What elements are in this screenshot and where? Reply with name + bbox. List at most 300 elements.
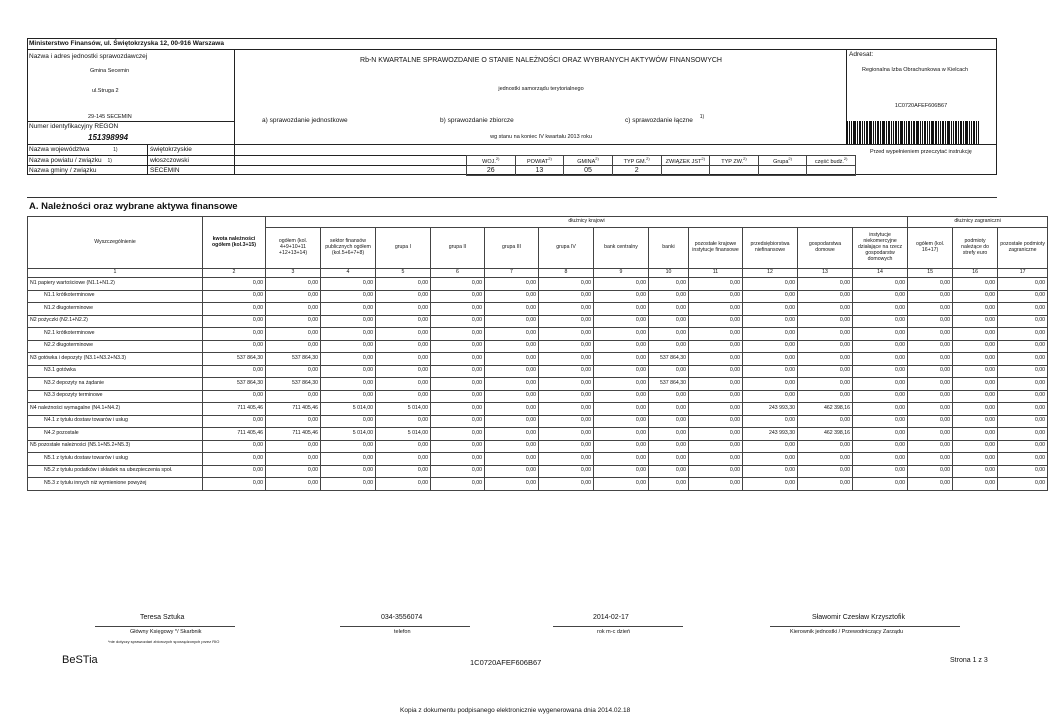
cell-value: 0,00 <box>594 453 649 466</box>
cell-value: 0,00 <box>853 365 908 378</box>
cell-value: 0,00 <box>266 478 321 491</box>
cell-value: 0,00 <box>431 315 485 328</box>
cell-value: 0,00 <box>689 278 743 291</box>
cell-value: 0,00 <box>203 328 266 341</box>
cell-value: 0,00 <box>376 465 431 478</box>
cell-value: 0,00 <box>321 415 376 428</box>
cell-value: 0,00 <box>321 365 376 378</box>
cell-value: 0,00 <box>743 340 798 353</box>
cell-value: 0,00 <box>594 290 649 303</box>
cell-value: 0,00 <box>908 453 953 466</box>
date-line <box>553 626 683 627</box>
cell-value: 0,00 <box>485 478 539 491</box>
names-label-separator <box>147 144 148 175</box>
date-value: 2014-02-17 <box>593 614 629 621</box>
cell-value: 0,00 <box>376 478 431 491</box>
cell-value: 0,00 <box>689 378 743 391</box>
cell-value: 0,00 <box>798 378 853 391</box>
cell-value: 0,00 <box>539 390 594 403</box>
cell-value: 0,00 <box>689 303 743 316</box>
cell-value: 0,00 <box>853 353 908 366</box>
cell-value: 0,00 <box>953 403 998 416</box>
cell-value: 0,00 <box>798 290 853 303</box>
table-row <box>28 378 1048 391</box>
voivodeship-value: świętokrzyskie <box>150 146 192 153</box>
cell-value: 0,00 <box>266 453 321 466</box>
cell-value: 0,00 <box>953 428 998 441</box>
row-label: N2 pożyczki (N2.1+N2.2) <box>28 315 203 328</box>
code-label-text-0: WOJ. <box>482 158 496 165</box>
code-value-3: 2 <box>612 166 661 176</box>
table-row <box>28 403 1048 416</box>
cell-value: 0,00 <box>908 378 953 391</box>
codes-value-row <box>467 166 856 176</box>
col-index-7: 7 <box>485 269 539 278</box>
cell-value: 0,00 <box>853 440 908 453</box>
cell-value: 5 014,00 <box>376 403 431 416</box>
cell-value: 0,00 <box>594 390 649 403</box>
cell-value: 0,00 <box>953 303 998 316</box>
cell-value: 0,00 <box>953 340 998 353</box>
cell-value: 0,00 <box>539 328 594 341</box>
table-row <box>28 290 1048 303</box>
cell-value: 0,00 <box>908 340 953 353</box>
row-label: N4.2 pozostałe <box>28 428 203 441</box>
code-label-4 <box>661 156 710 166</box>
row-label: N3 gotówka i depozyty (N3.1+N3.2+N3.3) <box>28 353 203 366</box>
code-footnote-6: 2) <box>788 156 792 162</box>
cell-value: 0,00 <box>798 303 853 316</box>
cell-value: 0,00 <box>743 415 798 428</box>
cell-value: 0,00 <box>594 478 649 491</box>
cell-value: 0,00 <box>485 390 539 403</box>
cell-value: 0,00 <box>908 315 953 328</box>
code-value-4 <box>661 166 710 176</box>
code-label-text-6: Grupa <box>773 158 789 165</box>
cell-value: 0,00 <box>376 290 431 303</box>
cell-value: 0,00 <box>203 415 266 428</box>
cell-value: 0,00 <box>953 365 998 378</box>
cell-value: 0,00 <box>953 453 998 466</box>
cell-value: 0,00 <box>853 465 908 478</box>
code-footnote-0: 2) <box>495 156 500 162</box>
unit-type: jednostki samorządu terytorialnego <box>498 86 584 92</box>
cell-value: 0,00 <box>321 353 376 366</box>
option-laczne-text: c) sprawozdanie łączne <box>625 117 693 124</box>
cell-value: 537 864,30 <box>203 353 266 366</box>
cell-value: 0,00 <box>649 365 689 378</box>
cell-value: 0,00 <box>485 440 539 453</box>
regon-value: 151398994 <box>88 133 129 142</box>
ministry-bar: Ministerstwo Finansów, ul. Świętokrzyska 12, 00-916 Warszawa <box>27 38 997 50</box>
cell-value: 0,00 <box>798 440 853 453</box>
cell-value: 0,00 <box>853 303 908 316</box>
col-header-6: grupa II <box>431 228 485 269</box>
cell-value: 0,00 <box>798 415 853 428</box>
cell-value: 462 398,16 <box>798 428 853 441</box>
cell-value: 0,00 <box>798 465 853 478</box>
cell-value: 0,00 <box>649 453 689 466</box>
section-top-rule <box>27 197 997 198</box>
cell-value: 0,00 <box>853 378 908 391</box>
cell-value: 0,00 <box>908 353 953 366</box>
cell-value: 0,00 <box>321 465 376 478</box>
row-label: N1 papiery wartościowe (N1.1+N1.2) <box>28 278 203 291</box>
cell-value: 0,00 <box>485 278 539 291</box>
cell-value: 0,00 <box>203 365 266 378</box>
cell-value: 0,00 <box>539 465 594 478</box>
row-label: N3.2 depozyty na żądanie <box>28 378 203 391</box>
cell-value: 0,00 <box>203 465 266 478</box>
cell-value: 0,00 <box>431 340 485 353</box>
cell-value: 0,00 <box>321 290 376 303</box>
cell-value: 0,00 <box>594 340 649 353</box>
code-value-5 <box>710 166 759 176</box>
cell-value: 0,00 <box>689 340 743 353</box>
cell-value: 0,00 <box>908 465 953 478</box>
unit-name-label: Nazwa i adres jednostki sprawozdawczej <box>29 53 148 60</box>
cell-value: 0,00 <box>649 440 689 453</box>
col-index-16: 16 <box>953 269 998 278</box>
cell-value: 0,00 <box>743 453 798 466</box>
cell-value: 0,00 <box>594 365 649 378</box>
cell-value: 0,00 <box>266 365 321 378</box>
cell-value: 0,00 <box>953 465 998 478</box>
table-row <box>28 428 1048 441</box>
cell-value: 0,00 <box>485 415 539 428</box>
cell-value: 0,00 <box>431 290 485 303</box>
code-value-6 <box>758 166 807 176</box>
cell-value: 0,00 <box>203 453 266 466</box>
cell-value: 0,00 <box>953 478 998 491</box>
cell-value: 0,00 <box>594 315 649 328</box>
cell-value: 0,00 <box>431 365 485 378</box>
table-row <box>28 440 1048 453</box>
cell-value: 0,00 <box>266 340 321 353</box>
cell-value: 0,00 <box>431 415 485 428</box>
cell-value: 0,00 <box>376 340 431 353</box>
row-label: N5.2 z tytułu podatków i składek na ubezpieczenia społ. <box>28 465 203 478</box>
col-index-17: 17 <box>998 269 1048 278</box>
cell-value: 0,00 <box>485 428 539 441</box>
table-row <box>28 315 1048 328</box>
col-index-9: 9 <box>594 269 649 278</box>
names-divider <box>27 144 997 145</box>
cell-value: 0,00 <box>853 478 908 491</box>
cell-value: 0,00 <box>998 303 1048 316</box>
cell-value: 0,00 <box>539 365 594 378</box>
cell-value: 0,00 <box>853 328 908 341</box>
cell-value: 0,00 <box>908 328 953 341</box>
col-header-12: przedsiębiorstwa niefinansowe <box>743 228 798 269</box>
row-label: N4.1 z tytułu dostaw towarów i usług <box>28 415 203 428</box>
code-label-text-2: GMINA <box>577 158 596 165</box>
option-laczne <box>625 113 705 124</box>
cell-value: 0,00 <box>953 278 998 291</box>
commune-label: Nazwa gminy / związku <box>29 167 97 174</box>
cell-value: 0,00 <box>321 378 376 391</box>
cell-value: 0,00 <box>203 340 266 353</box>
code-label-0 <box>467 156 516 166</box>
cell-value: 0,00 <box>266 465 321 478</box>
cell-value: 0,00 <box>594 353 649 366</box>
cell-value: 0,00 <box>649 328 689 341</box>
copy-note: Kopia z dokumentu podpisanego elektronicznie wygenerowana dnia 2014.02.18 <box>400 707 631 714</box>
cell-value: 0,00 <box>649 340 689 353</box>
code-value-7 <box>807 166 856 176</box>
cell-value: 0,00 <box>431 390 485 403</box>
col-header-10: banki <box>649 228 689 269</box>
code-footnote-7: 2) <box>843 156 848 162</box>
cell-value: 0,00 <box>743 478 798 491</box>
cell-value: 0,00 <box>998 378 1048 391</box>
cell-value: 537 864,30 <box>203 378 266 391</box>
table-row <box>28 453 1048 466</box>
col-index-5: 5 <box>376 269 431 278</box>
cell-value: 0,00 <box>998 390 1048 403</box>
cell-value: 0,00 <box>689 415 743 428</box>
cell-value: 0,00 <box>376 315 431 328</box>
head-name: Sławomir Czesław Krzysztofik <box>812 614 905 621</box>
cell-value: 0,00 <box>798 278 853 291</box>
cell-value: 0,00 <box>953 290 998 303</box>
col-index-13: 13 <box>798 269 853 278</box>
table-row <box>28 390 1048 403</box>
cell-value: 0,00 <box>649 465 689 478</box>
cell-value: 0,00 <box>798 390 853 403</box>
chief-accountant-line <box>95 626 235 627</box>
cell-value: 0,00 <box>998 403 1048 416</box>
cell-value: 0,00 <box>485 365 539 378</box>
cell-value: 0,00 <box>594 303 649 316</box>
county-label-text: Nazwa powiatu / związku <box>29 157 102 164</box>
code-label-text-7: część budż. <box>814 158 844 165</box>
unit-street: ul.Struga 2 <box>92 88 119 94</box>
code-label-text-4: ZWIĄZEK JST <box>665 158 702 165</box>
code-footnote-1: 2) <box>548 156 552 162</box>
table-row <box>28 478 1048 491</box>
cell-value: 0,00 <box>594 428 649 441</box>
codes-label-row <box>467 156 856 166</box>
cell-value: 0,00 <box>743 365 798 378</box>
cell-value: 0,00 <box>743 315 798 328</box>
cell-value: 0,00 <box>998 465 1048 478</box>
cell-value: 537 864,30 <box>266 378 321 391</box>
row-label: N2.1 krótkoterminowe <box>28 328 203 341</box>
cell-value: 0,00 <box>431 428 485 441</box>
cell-value: 0,00 <box>539 440 594 453</box>
group-domestic: dłużnicy krajowi <box>266 217 908 228</box>
county-label <box>29 157 147 164</box>
cell-value: 0,00 <box>203 478 266 491</box>
cell-value: 0,00 <box>908 390 953 403</box>
cell-value: 0,00 <box>266 440 321 453</box>
cell-value: 0,00 <box>953 415 998 428</box>
row-label: N4 należności wymagalne (N4.1+N4.2) <box>28 403 203 416</box>
option-jednostkowe: a) sprawozdanie jednostkowe <box>262 117 348 124</box>
cell-value: 0,00 <box>203 278 266 291</box>
cell-value: 0,00 <box>594 378 649 391</box>
regon-divider <box>27 121 235 122</box>
cell-value: 0,00 <box>266 415 321 428</box>
cell-value: 0,00 <box>485 315 539 328</box>
cell-value: 711 405,46 <box>266 428 321 441</box>
cell-value: 0,00 <box>485 340 539 353</box>
cell-value: 0,00 <box>689 478 743 491</box>
col-header-1: Wyszczególnienie <box>28 217 203 269</box>
footer-doc-id: 1C0720AFEF606B67 <box>470 658 542 667</box>
cell-value: 0,00 <box>431 353 485 366</box>
table-row <box>28 278 1048 291</box>
cell-value: 0,00 <box>998 478 1048 491</box>
col-index-1: 1 <box>28 269 203 278</box>
cell-value: 537 864,30 <box>649 378 689 391</box>
cell-value: 0,00 <box>689 428 743 441</box>
cell-value: 0,00 <box>853 315 908 328</box>
cell-value: 0,00 <box>539 478 594 491</box>
cell-value: 0,00 <box>998 340 1048 353</box>
cell-value: 0,00 <box>376 415 431 428</box>
cell-value: 0,00 <box>376 328 431 341</box>
cell-value: 711 405,46 <box>203 428 266 441</box>
cell-value: 0,00 <box>485 465 539 478</box>
row-label: N5.1 z tytułu dostaw towarów i usług <box>28 453 203 466</box>
col-index-6: 6 <box>431 269 485 278</box>
col-header-4: sektor finansów publicznych ogółem (kol.5+6+7+8) <box>321 228 376 269</box>
cell-value: 0,00 <box>321 390 376 403</box>
addressee-label: Adresat: <box>849 51 874 58</box>
cell-value: 0,00 <box>908 303 953 316</box>
cell-value: 0,00 <box>594 278 649 291</box>
cell-value: 0,00 <box>539 378 594 391</box>
cell-value: 0,00 <box>431 278 485 291</box>
cell-value: 0,00 <box>649 390 689 403</box>
col-header-17: pozostałe podmioty zagraniczne <box>998 228 1048 269</box>
cell-value: 0,00 <box>539 415 594 428</box>
row-label: N5.3 z tytułu innych niż wymienione powyżej <box>28 478 203 491</box>
cell-value: 0,00 <box>376 353 431 366</box>
cell-value: 0,00 <box>539 340 594 353</box>
county-value: włoszczowski <box>150 157 190 164</box>
table-row <box>28 415 1048 428</box>
cell-value: 537 864,30 <box>649 353 689 366</box>
barcode <box>846 121 992 144</box>
unit-postal: 29-145 SECEMIN <box>88 114 132 120</box>
cell-value: 0,00 <box>649 428 689 441</box>
chief-accountant-title: Główny Księgowy */ Skarbnik <box>130 629 202 635</box>
cell-value: 5 014,00 <box>321 403 376 416</box>
commune-value: SECEMIN <box>150 167 180 174</box>
code-label-text-5: TYP ZW. <box>721 158 744 165</box>
table-row <box>28 328 1048 341</box>
cell-value: 0,00 <box>376 378 431 391</box>
cell-value: 0,00 <box>953 353 998 366</box>
phone-line <box>340 626 470 627</box>
cell-value: 0,00 <box>376 303 431 316</box>
col-header-5: grupa I <box>376 228 431 269</box>
chief-accountant-name: Teresa Sztuka <box>140 614 185 621</box>
cell-value: 0,00 <box>743 390 798 403</box>
cell-value: 0,00 <box>649 290 689 303</box>
cell-value: 0,00 <box>539 315 594 328</box>
cell-value: 0,00 <box>431 453 485 466</box>
cell-value: 0,00 <box>594 440 649 453</box>
cell-value: 0,00 <box>649 403 689 416</box>
row-label: N3.1 gotówka <box>28 365 203 378</box>
table-row <box>28 465 1048 478</box>
cell-value: 0,00 <box>853 403 908 416</box>
cell-value: 0,00 <box>203 290 266 303</box>
cell-value: 0,00 <box>798 340 853 353</box>
cell-value: 0,00 <box>689 390 743 403</box>
cell-value: 0,00 <box>743 353 798 366</box>
cell-value: 0,00 <box>908 403 953 416</box>
col-index-10: 10 <box>649 269 689 278</box>
cell-value: 0,00 <box>853 453 908 466</box>
cell-value: 0,00 <box>853 390 908 403</box>
cell-value: 0,00 <box>321 328 376 341</box>
code-label-text-1: POWIAT <box>527 158 549 165</box>
section-title: A. Należności oraz wybrane aktywa finansowe <box>29 201 238 212</box>
cell-value: 0,00 <box>853 340 908 353</box>
cell-value: 0,00 <box>743 328 798 341</box>
cell-value: 0,00 <box>743 303 798 316</box>
report-title: Rb-N KWARTALNE SPRAWOZDANIE O STANIE NALEŻNOŚCI ORAZ WYBRANYCH AKTYWÓW FINANSOWYCH <box>360 57 722 64</box>
cell-value: 0,00 <box>689 403 743 416</box>
code-label-1 <box>515 156 564 166</box>
cell-value: 0,00 <box>743 290 798 303</box>
col-index-3: 3 <box>266 269 321 278</box>
cell-value: 0,00 <box>953 378 998 391</box>
cell-value: 0,00 <box>594 465 649 478</box>
cell-value: 0,00 <box>689 353 743 366</box>
head-title: Kierownik jednostki / Przewodniczący Zarządu <box>790 629 904 635</box>
cell-value: 0,00 <box>321 315 376 328</box>
cell-value: 0,00 <box>953 390 998 403</box>
cell-value: 0,00 <box>485 303 539 316</box>
cell-value: 0,00 <box>431 303 485 316</box>
cell-value: 0,00 <box>798 315 853 328</box>
row-label: N1.1 krótkoterminowe <box>28 290 203 303</box>
cell-value: 0,00 <box>689 440 743 453</box>
cell-value: 0,00 <box>908 428 953 441</box>
county-footnote: 1) <box>107 158 112 164</box>
cell-value: 0,00 <box>485 378 539 391</box>
cell-value: 0,00 <box>266 315 321 328</box>
col-header-3: ogółem (kol. 4+9+10+11 +12+13+14) <box>266 228 321 269</box>
cell-value: 0,00 <box>431 378 485 391</box>
cell-value: 0,00 <box>998 428 1048 441</box>
cell-value: 0,00 <box>743 378 798 391</box>
receivables-table <box>27 216 1048 491</box>
cell-value: 0,00 <box>998 365 1048 378</box>
period: wg stanu na koniec IV kwartału 2013 roku <box>490 134 592 140</box>
row-label: N5 pozostałe należności (N5.1+N5.2+N5.3) <box>28 440 203 453</box>
cell-value: 0,00 <box>649 303 689 316</box>
cell-value: 0,00 <box>689 315 743 328</box>
cell-value: 0,00 <box>431 478 485 491</box>
cell-value: 0,00 <box>908 440 953 453</box>
row-label: N2.2 długoterminowe <box>28 340 203 353</box>
cell-value: 5 014,00 <box>376 428 431 441</box>
cell-value: 0,00 <box>376 440 431 453</box>
cell-value: 0,00 <box>689 290 743 303</box>
cell-value: 0,00 <box>853 428 908 441</box>
cell-value: 0,00 <box>539 428 594 441</box>
cell-value: 0,00 <box>266 328 321 341</box>
cell-value: 0,00 <box>689 365 743 378</box>
cell-value: 0,00 <box>321 303 376 316</box>
